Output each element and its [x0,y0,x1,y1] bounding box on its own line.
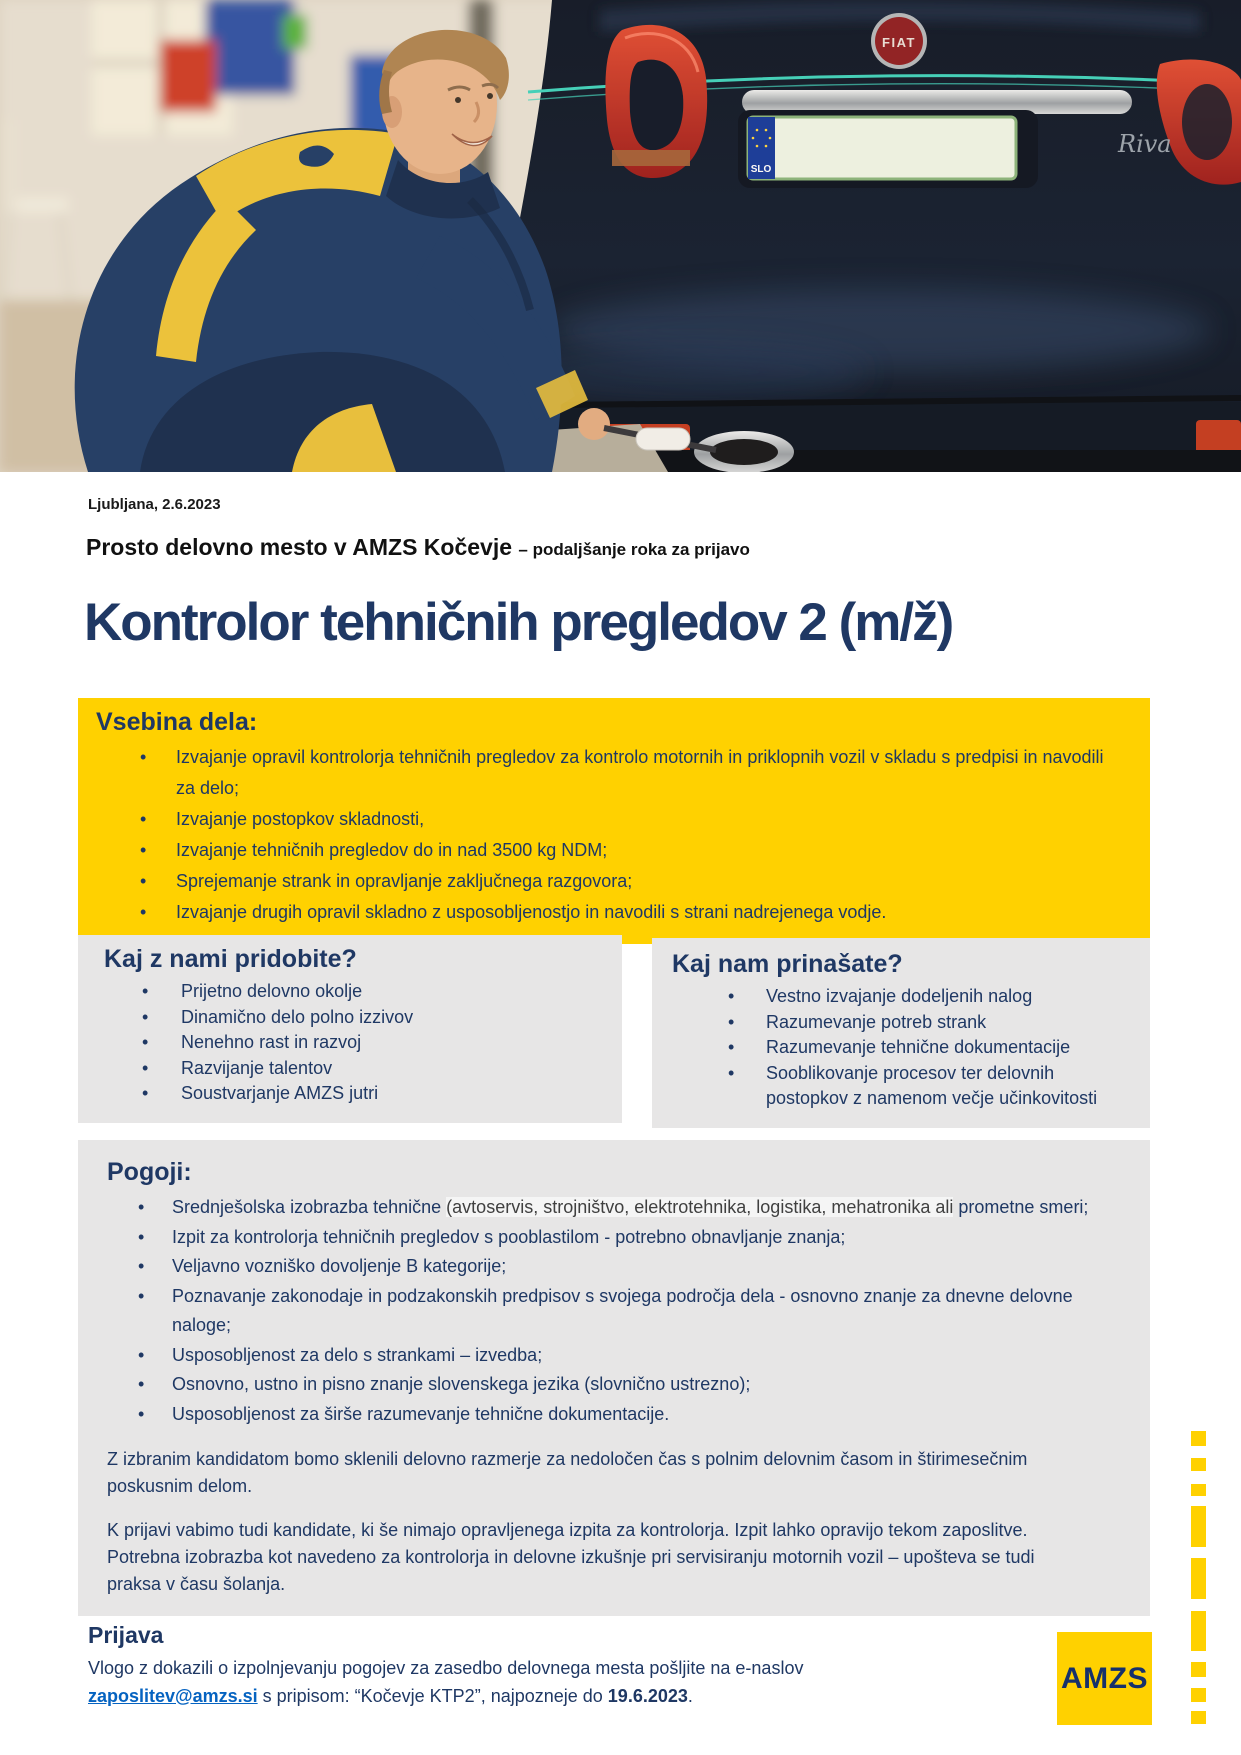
list-item-text: Izpit za kontrolorja tehničnih pregledov s pooblastilom - potrebno obnavljanje znanja; [172,1226,846,1247]
bullet-icon [138,1282,144,1312]
section-heading: Vsebina dela: [96,708,258,736]
list-item [107,1252,1126,1282]
email-link[interactable]: zaposlitev@amzs.si [88,1685,258,1706]
application-instructions [88,1655,1033,1710]
dash-segment [1191,1484,1206,1496]
amzs-logo-text: AMZS [1061,1661,1148,1695]
bullet-icon [140,866,146,897]
list-item-text: Dinamično delo polno izzivov [181,1006,414,1027]
list-item [104,1005,608,1031]
bullet-icon [140,742,146,773]
section-heading: Kaj z nami pridobite? [104,945,357,973]
bullet-icon [140,804,146,835]
list-item-text: Poznavanje zakonodaje in podzakonskih predpisov s svojega področja dela - osnovno znanje za dnevne delovne naloge; [172,1285,1073,1335]
list-item [96,897,1126,928]
bullet-icon [728,1010,734,1036]
list-item [107,1223,1126,1253]
dash-segment [1191,1458,1206,1471]
dash-segment [1191,1558,1206,1599]
dash-segment [1191,1688,1206,1702]
list-item-text: Izvajanje tehničnih pregledov do in nad 3500 kg NDM; [176,840,608,860]
paragraph-candidates-note: K prijavi vabimo tudi kandidate, ki še nimajo opravljenega izpita za kontrolorja. Izpit lahko opravijo tekom zaposlitve. Potrebna izobrazba kot navedeno za kontrolorja in delovne izkušnje pri servisiranju motornih vozil – upošteva se tudi praksa v času šolanja. [107,1520,1035,1594]
list-item-text: Soustvarjanje AMZS jutri [181,1083,379,1103]
paragraph-employment-terms: Z izbranim kandidatom bomo sklenili delovno razmerje za nedoločen čas s polnim delovnim časom in štirimesečnim poskusnim delom. [107,1449,1028,1496]
deadline-date: 19.6.2023 [607,1685,688,1706]
list-item-text: Usposobljenost za širše razumevanje tehnične dokumentacije. [172,1403,670,1424]
section-heading: Pogoji: [107,1158,192,1186]
highlighted-text: (avtoservis, strojništvo, elektrotehnika, logistika, mehatronika ali [446,1197,954,1217]
plate-country-code: SLO [750,164,772,175]
bullet-list [672,984,1136,1112]
page-title: Kontrolor tehničnih pregledov 2 (m/ž) [84,593,953,652]
amzs-logo [1057,1632,1152,1725]
list-item-text: Sooblikovanje procesov ter delovnih postopkov z namenom večje učinkovitosti [766,1062,1098,1108]
list-item-text-suffix: prometne smeri; [953,1197,1089,1217]
pretitle-main: Prosto delovno mesto v AMZS Kočevje [86,534,519,560]
list-item [96,742,1126,804]
bullet-list [107,1193,1126,1429]
list-item [672,1061,1136,1112]
list-item-text-prefix: Srednješolska izobrazba tehnične [172,1197,447,1217]
instructions-line2: s pripisom: “Kočevje KTP2”, najpozneje do [257,1685,608,1706]
list-item [672,1010,1136,1036]
list-item [107,1400,1126,1430]
section-pogoji [78,1140,1150,1616]
bullet-icon [728,984,734,1010]
bullet-icon [728,1061,734,1087]
list-item [96,804,1126,835]
list-item [672,984,1136,1010]
list-item [104,1056,608,1082]
list-item [96,835,1126,866]
list-item [96,866,1126,897]
bullet-icon [138,1223,144,1253]
pretitle-suffix: – podaljšanje roka za prijavo [518,540,750,559]
list-item [104,1081,608,1107]
list-item-text: Nenehno rast in razvoj [181,1032,362,1052]
bullet-list [104,979,608,1107]
list-item [672,1035,1136,1061]
list-item [107,1341,1126,1371]
bullet-icon [140,897,146,928]
list-item [107,1370,1126,1400]
hero-photo [0,0,1241,472]
bullet-list [96,742,1126,928]
list-item [107,1193,1126,1223]
dash-segment [1191,1711,1206,1724]
bullet-icon [142,979,148,1005]
list-item [107,1282,1126,1341]
list-item-text: Izvajanje postopkov skladnosti, [176,809,425,829]
list-item-text: Razumevanje tehnične dokumentacije [766,1037,1071,1057]
instructions-end: . [687,1685,693,1706]
section-prijava [88,1622,1033,1710]
list-item-text: Izvajanje opravil kontrolorja tehničnih pregledov za kontrolo motornih in priklopnih vozil v skladu s predpisi in navodili za delo; [176,747,1104,798]
bullet-icon [140,835,146,866]
section-prinasate [652,938,1150,1128]
bullet-icon [142,1030,148,1056]
list-item-text: Veljavno vozniško dovoljenje B kategorije; [172,1256,507,1276]
bullet-icon [138,1252,144,1282]
instructions-line1: Vlogo z dokazili o izpolnjevanju pogojev za zasedbo delovnega mesta pošljite na e-naslov [88,1658,804,1678]
dash-segment [1191,1611,1206,1651]
dash-segment [1191,1431,1206,1446]
list-item-text: Osnovno, ustno in pisno znanje slovenskega jezika (slovnično ustrezno); [172,1374,751,1394]
list-item-text: Razvijanje talentov [181,1057,333,1078]
date-line: Ljubljana, 2.6.2023 [88,496,221,513]
car-model-script: Riva [1118,130,1172,158]
bullet-icon [138,1193,144,1223]
bullet-icon [142,1005,148,1031]
bullet-icon [142,1056,148,1082]
list-item [104,979,608,1005]
list-item-text: Prijetno delovno okolje [181,981,363,1001]
section-heading: Prijava [88,1622,164,1648]
section-vsebina-dela [78,698,1150,944]
section-pridobite [78,935,622,1123]
dash-segment [1191,1662,1206,1677]
list-item-text: Razumevanje potreb strank [766,1011,987,1032]
bullet-icon [138,1341,144,1371]
list-item-text: Vestno izvajanje dodeljenih nalog [766,986,1033,1006]
list-item-text: Sprejemanje strank in opravljanje zaključnega razgovora; [176,871,633,891]
pretitle [86,534,750,561]
list-item [104,1030,608,1056]
bullet-icon [728,1035,734,1061]
bullet-icon [142,1081,148,1107]
dash-segment [1191,1506,1206,1547]
bullet-icon [138,1370,144,1400]
fiat-badge-text: FIAT [882,35,916,50]
list-item-text: Izvajanje drugih opravil skladno z usposobljenostjo in navodili s strani nadrejenega vodje. [176,902,887,922]
list-item-text: Usposobljenost za delo s strankami – izvedba; [172,1344,543,1365]
bullet-icon [138,1400,144,1430]
section-heading: Kaj nam prinašate? [672,950,903,978]
